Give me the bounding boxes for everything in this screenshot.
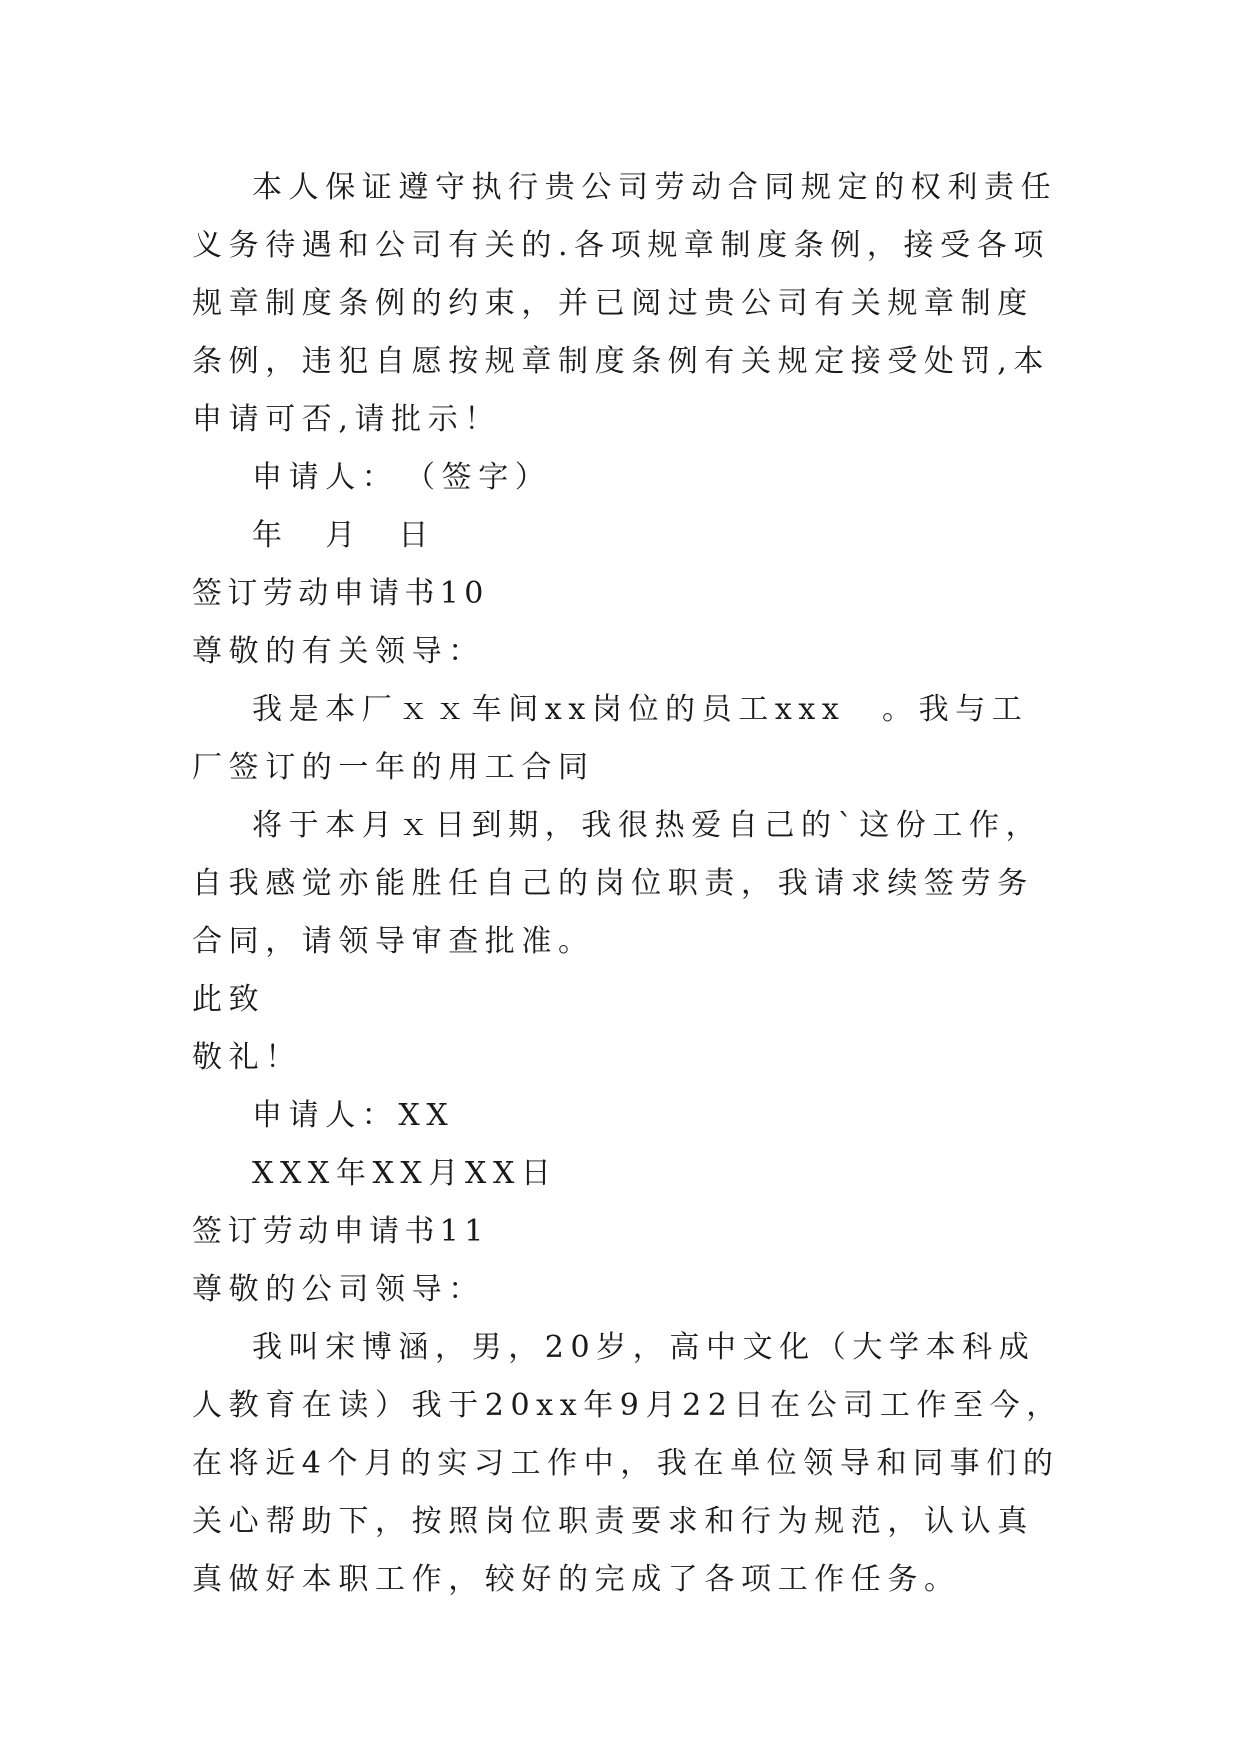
signature-line: 申请人： （签字） [252,460,552,495]
document-body [192,159,1064,1609]
closing-line: 敬礼！ [192,1040,302,1075]
signature-line: 申请人：XX [252,1098,455,1133]
paragraph: 我是本厂ｘｘ车间xx岗位的员工xxx 。我与工厂签订的一年的用工合同 [192,692,1029,785]
paragraph: 我叫宋博涵，男，20岁，高中文化（大学本科成人教育在读）我于20xx年9月22日在公司工作至今，在将近4个月的实习工作中，我在单位领导和同事们的关心帮助下，按照岗位职责要求和行为规范，认认真真做好本职工作，较好的完成了各项工作任务。 [192,1330,1063,1597]
section-heading-10: 签订劳动申请书10 [192,576,489,611]
salutation: 尊敬的有关领导： [192,634,485,669]
date-line: 年 月 日 [252,518,435,553]
paragraph-guarantee: 本人保证遵守执行贵公司劳动合同规定的权利责任义务待遇和公司有关的.各项规章制度条例，接受各项规章制度条例的约束，并已阅过贵公司有关规章制度条例，违犯自愿按规章制度条例有关规定接受处罚,本申请可否,请批示！ [192,170,1058,437]
closing-line: 此致 [192,982,266,1017]
section-heading-11: 签订劳动申请书11 [192,1214,489,1249]
paragraph: 将于本月ｘ日到期，我很热爱自己的`这份工作，自我感觉亦能胜任自己的岗位职责，我请求续签劳务合同，请领导审查批准。 [192,808,1043,959]
date-line: XXX年XX月XX日 [252,1156,558,1191]
salutation: 尊敬的公司领导： [192,1272,485,1307]
